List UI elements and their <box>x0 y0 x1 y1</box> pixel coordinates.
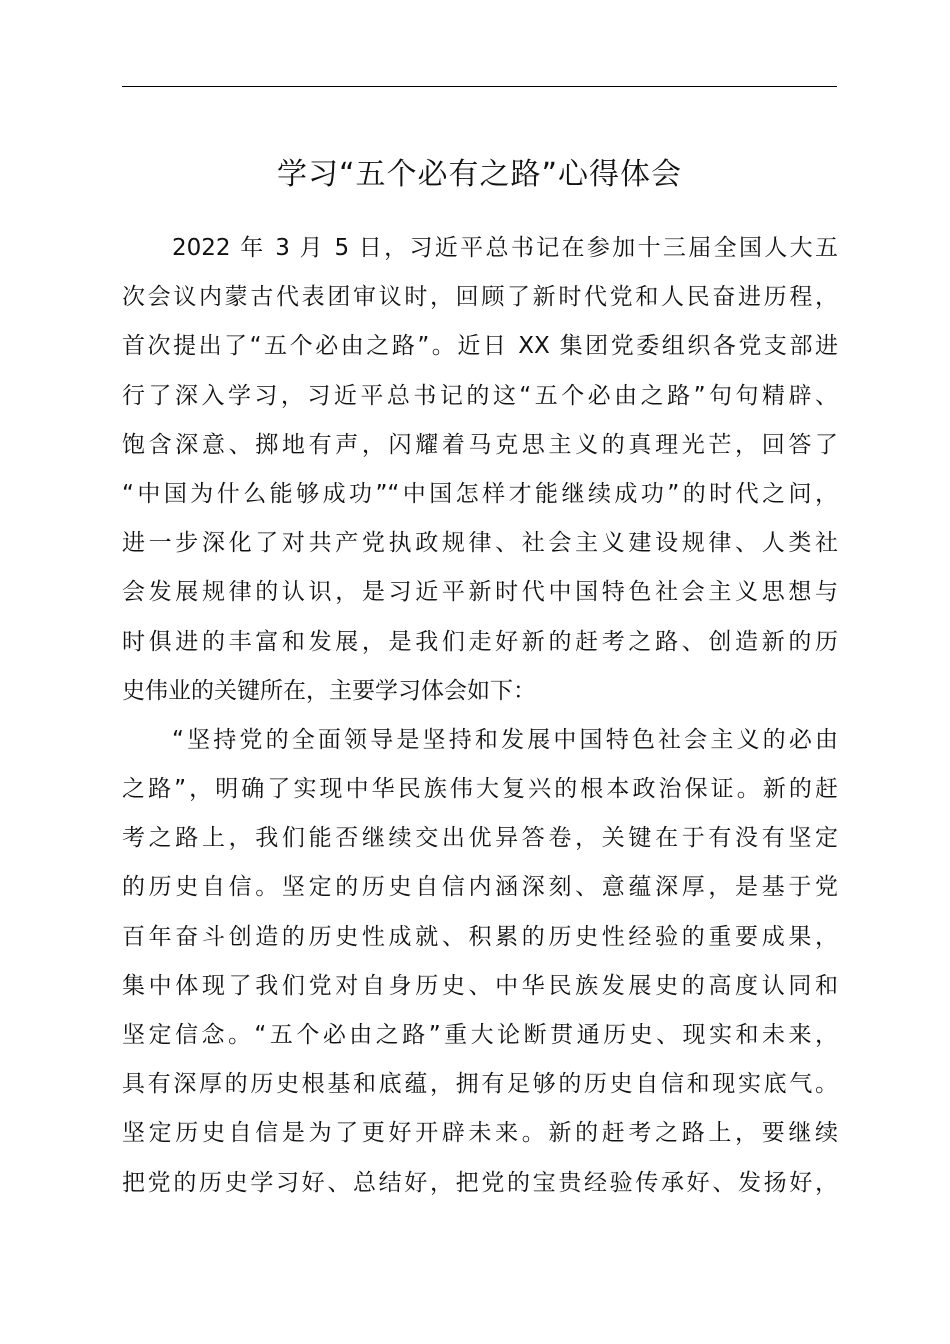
text-line: 之路”，明确了实现中华民族伟大复兴的根本政治保证。新的赶 <box>122 776 838 803</box>
text-line: 2022 年 3 月 5 日，习近平总书记在参加十三届全国人大五 <box>172 235 838 261</box>
text-line: 饱含深意、掷地有声，闪耀着马克思主义的真理光芒，回答了 <box>122 431 838 458</box>
header-rule <box>122 86 837 87</box>
text-line: 考之路上，我们能否继续交出优异答卷，关键在于有没有坚定 <box>122 825 838 852</box>
text-line: “中国为什么能够成功”“中国怎样才能继续成功”的时代之问， <box>122 480 838 507</box>
text-line: 进一步深化了对共产党执政规律、社会主义建设规律、人类社 <box>122 530 838 557</box>
document-title: 学习“五个必有之路”心得体会 <box>276 157 683 192</box>
document-body <box>122 224 838 1208</box>
text-line: 会发展规律的认识，是习近平新时代中国特色社会主义思想与 <box>122 579 838 606</box>
text-line: 史伟业的关键所在，主要学习体会如下： <box>122 677 536 704</box>
text-line: 坚定历史自信是为了更好开辟未来。新的赶考之路上，要继续 <box>122 1120 838 1147</box>
text-line: 首次提出了“五个必由之路”。近日 XX 集团党委组织各党支部进 <box>122 333 838 360</box>
paragraph-2 <box>122 716 838 1208</box>
text-line: 具有深厚的历史根基和底蕴，拥有足够的历史自信和现实底气。 <box>122 1071 838 1098</box>
text-line: 时俱进的丰富和发展，是我们走好新的赶考之路、创造新的历 <box>122 628 838 655</box>
text-line: 的历史自信。坚定的历史自信内涵深刻、意蕴深厚，是基于党 <box>122 874 838 901</box>
text-line: 坚定信念。“五个必由之路”重大论断贯通历史、现实和未来， <box>122 1022 838 1048</box>
text-line: “坚持党的全面领导是坚持和发展中国特色社会主义的必由 <box>172 726 838 753</box>
text-line: 把党的历史学习好、总结好，把党的宝贵经验传承好、发扬好， <box>122 1169 838 1196</box>
paragraph-1 <box>122 224 838 716</box>
text-line: 百年奋斗创造的历史性成就、积累的历史性经验的重要成果， <box>122 923 838 950</box>
text-line: 行了深入学习，习近平总书记的这“五个必由之路”句句精辟、 <box>122 382 838 409</box>
text-line: 集中体现了我们党对自身历史、中华民族发展史的高度认同和 <box>122 972 838 999</box>
text-line: 次会议内蒙古代表团审议时，回顾了新时代党和人民奋进历程， <box>122 284 838 311</box>
